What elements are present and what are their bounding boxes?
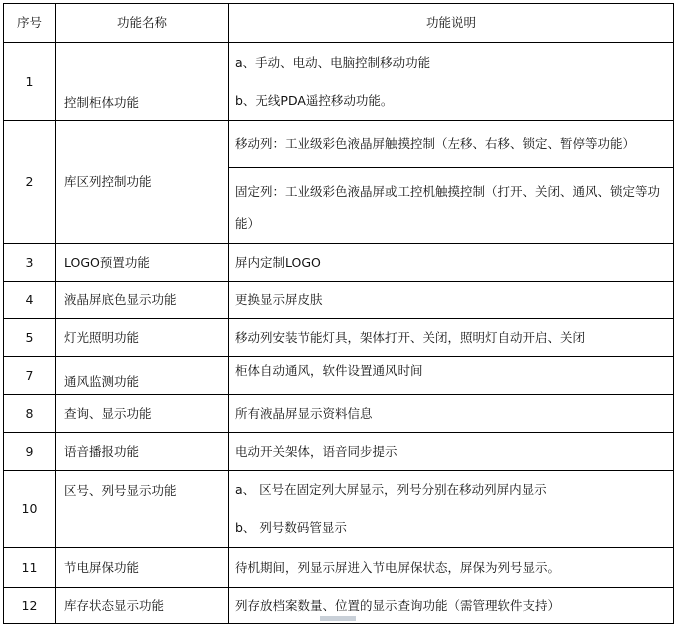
table-row bbox=[4, 319, 674, 357]
row-desc: 移动列安装节能灯具，架体打开、关闭，照明灯自动开启、关闭 bbox=[229, 319, 674, 357]
table-row bbox=[4, 471, 674, 548]
row-no: 9 bbox=[4, 433, 56, 471]
table-row bbox=[4, 121, 674, 168]
row-name: 节电屏保功能 bbox=[56, 548, 229, 588]
table-row bbox=[4, 43, 674, 121]
row-desc: 待机期间，列显示屏进入节电屏保状态，屏保为列号显示。 bbox=[229, 548, 674, 588]
row-name: 区号、列号显示功能 bbox=[56, 471, 229, 548]
row-name: 查询、显示功能 bbox=[56, 395, 229, 433]
row-name: 库区列控制功能 bbox=[56, 121, 229, 244]
table-row bbox=[4, 395, 674, 433]
row-no: 2 bbox=[4, 121, 56, 244]
desc-line: a、手动、电动、电脑控制移动功能 bbox=[235, 54, 431, 70]
table-row bbox=[4, 433, 674, 471]
row-name: 语音播报功能 bbox=[56, 433, 229, 471]
row-desc: 移动列：工业级彩色液晶屏触摸控制（左移、右移、锁定、暂停等功能） bbox=[229, 121, 674, 168]
row-no: 8 bbox=[4, 395, 56, 433]
row-desc: 所有液晶屏显示资料信息 bbox=[229, 395, 674, 433]
table-row bbox=[4, 244, 674, 282]
row-desc bbox=[229, 471, 674, 548]
row-name: 控制柜体功能 bbox=[56, 43, 229, 121]
row-name: LOGO预置功能 bbox=[56, 244, 229, 282]
desc-line: a、 区号在固定列大屏显示，列号分别在移动列屏内显示 bbox=[235, 482, 547, 497]
row-desc bbox=[229, 43, 674, 121]
function-table bbox=[3, 3, 674, 624]
scroll-indicator bbox=[320, 616, 356, 621]
table-row bbox=[4, 282, 674, 319]
row-no: 4 bbox=[4, 282, 56, 319]
row-desc: 屏内定制LOGO bbox=[229, 244, 674, 282]
table-row bbox=[4, 357, 674, 395]
header-desc: 功能说明 bbox=[229, 4, 674, 43]
row-desc: 柜体自动通风，软件设置通风时间 bbox=[229, 357, 674, 395]
row-no: 1 bbox=[4, 43, 56, 121]
header-name: 功能名称 bbox=[56, 4, 229, 43]
row-no: 11 bbox=[4, 548, 56, 588]
row-name: 库存状态显示功能 bbox=[56, 588, 229, 624]
row-name: 灯光照明功能 bbox=[56, 319, 229, 357]
row-desc: 电动开关架体，语音同步提示 bbox=[229, 433, 674, 471]
desc-line: b、无线PDA遥控移动功能。 bbox=[235, 92, 394, 108]
row-no: 10 bbox=[4, 471, 56, 548]
row-desc: 列存放档案数量、位置的显示查询功能（需管理软件支持） bbox=[229, 588, 674, 624]
header-no: 序号 bbox=[4, 4, 56, 43]
row-no: 5 bbox=[4, 319, 56, 357]
row-no: 12 bbox=[4, 588, 56, 624]
header-row bbox=[4, 4, 674, 43]
row-desc: 固定列：工业级彩色液晶屏或工控机触摸控制（打开、关闭、通风、锁定等功能） bbox=[229, 168, 674, 244]
row-name: 液晶屏底色显示功能 bbox=[56, 282, 229, 319]
table-row bbox=[4, 548, 674, 588]
desc-line: b、 列号数码管显示 bbox=[235, 520, 347, 535]
row-no: 7 bbox=[4, 357, 56, 395]
row-desc: 更换显示屏皮肤 bbox=[229, 282, 674, 319]
row-name: 通风监测功能 bbox=[56, 357, 229, 395]
row-no: 3 bbox=[4, 244, 56, 282]
